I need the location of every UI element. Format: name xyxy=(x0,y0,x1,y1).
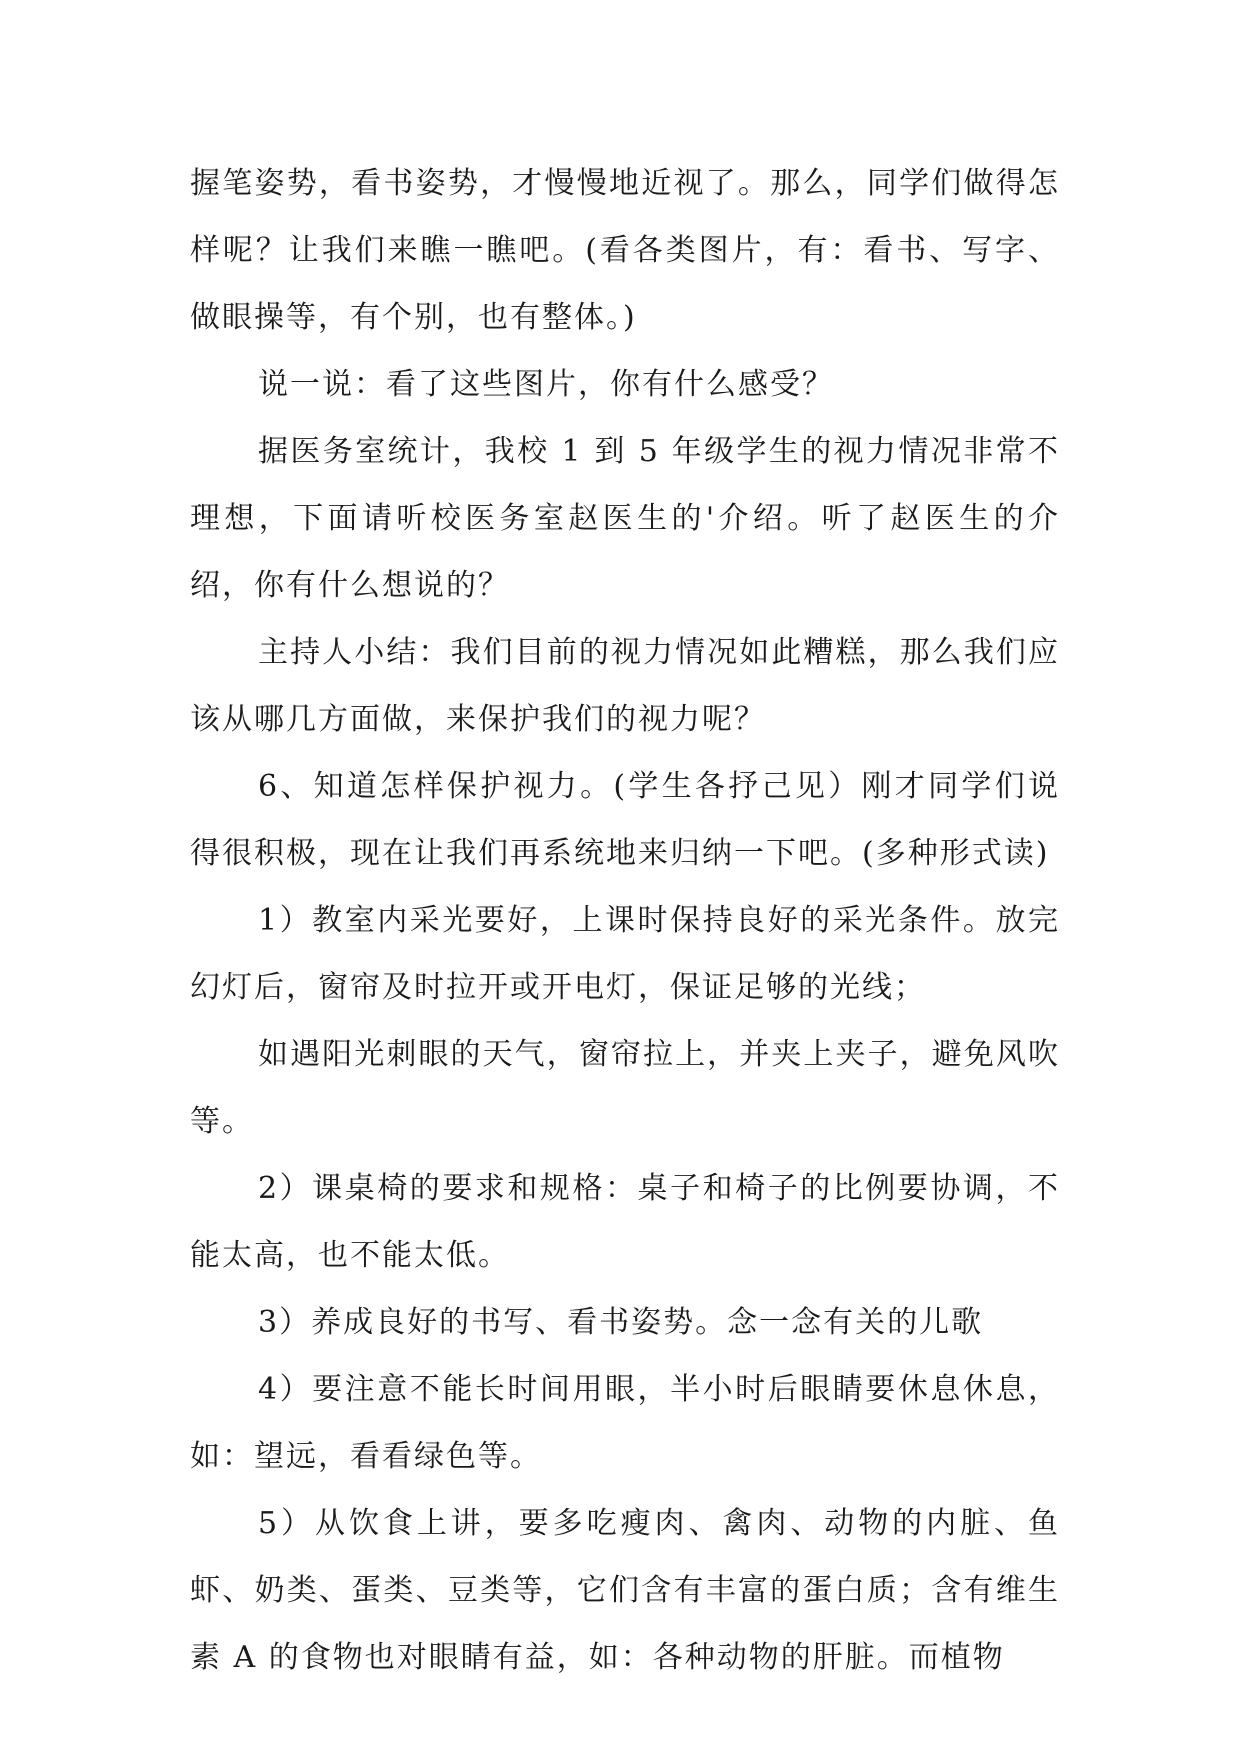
document-page xyxy=(190,150,1060,1691)
paragraph: 2）课桌椅的要求和规格：桌子和椅子的比例要协调，不能太高，也不能太低。 xyxy=(190,1171,1060,1273)
paragraph: 主持人小结：我们目前的视力情况如此糟糕，那么我们应该从哪几方面做，来保护我们的视力呢？ xyxy=(190,635,1060,737)
paragraph: 5）从饮食上讲，要多吃瘦肉、禽肉、动物的内脏、鱼虾、奶类、蛋类、豆类等，它们含有丰富的蛋白质；含有维生素 A 的食物也对眼睛有益，如：各种动物的肝脏。而植物 xyxy=(190,1506,1060,1675)
paragraph: 3）养成良好的书写、看书姿势。念一念有关的儿歌 xyxy=(258,1305,984,1340)
paragraph: 如遇阳光刺眼的天气，窗帘拉上，并夹上夹子，避免风吹等。 xyxy=(190,1037,1060,1139)
paragraph: 据医务室统计，我校 1 到 5 年级学生的视力情况非常不理想，下面请听校医务室赵医生的'介绍。听了赵医生的介绍，你有什么想说的？ xyxy=(190,434,1060,603)
paragraph: 6、知道怎样保护视力。(学生各抒己见）刚才同学们说得很积极，现在让我们再系统地来归纳一下吧。(多种形式读) xyxy=(190,769,1060,871)
paragraph: 4）要注意不能长时间用眼，半小时后眼睛要休息休息，如：望远，看看绿色等。 xyxy=(190,1372,1060,1474)
paragraph: 说一说：看了这些图片，你有什么感受？ xyxy=(258,367,834,402)
paragraph: 握笔姿势，看书姿势，才慢慢地近视了。那么，同学们做得怎样呢？让我们来瞧一瞧吧。(看各类图片，有：看书、写字、做眼操等，有个别，也有整体。) xyxy=(190,166,1060,335)
paragraph: 1）教室内采光要好，上课时保持良好的采光条件。放完幻灯后，窗帘及时拉开或开电灯，保证足够的光线； xyxy=(190,903,1060,1005)
